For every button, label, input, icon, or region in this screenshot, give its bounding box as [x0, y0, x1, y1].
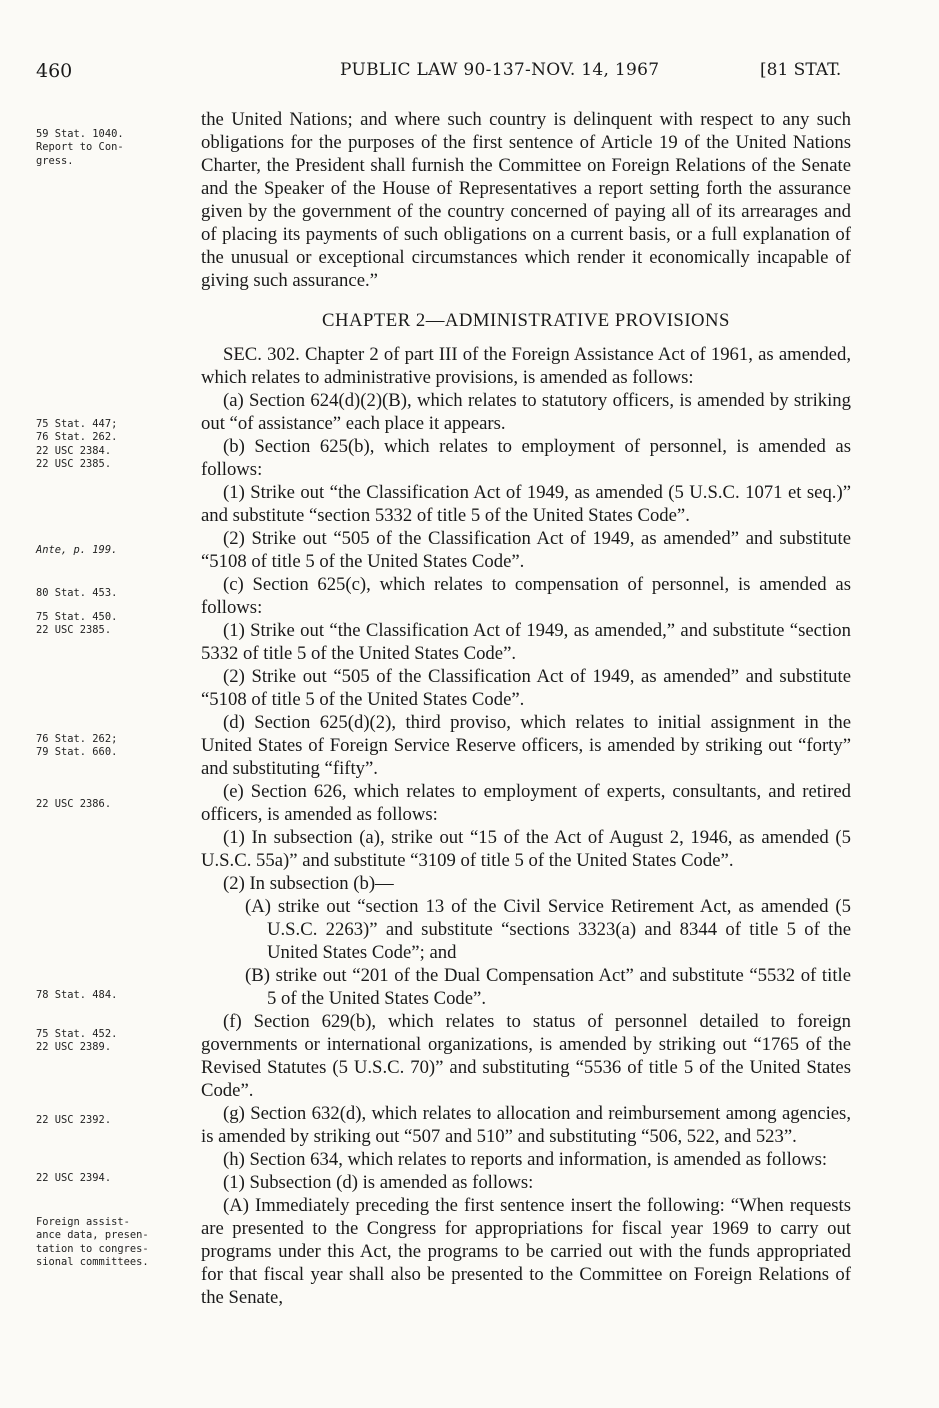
paragraph: the United Nations; and where such country is delinquent with respect to any such obligations for the purposes of the first sentence of Article 19 of the United Nations Charter, the President shall furnish the Committee on Foreign Relations of the Senate and the Speaker of the House of Representatives a report setting forth the assurance given by the government of the country concerned of paying all of its arrearages and of placing its payments of such obligations on a current basis, or a full explanation of the unusual or exceptional circumstances which render it economically incapable of giving such assurance.” [201, 109, 851, 291]
paragraph: (b) Section 625(b), which relates to employment of personnel, is amended as follows: [201, 436, 851, 480]
paragraph: (e) Section 626, which relates to employment of experts, consultants, and retired officers, is amended as follows: [201, 781, 851, 825]
paragraph: SEC. 302. Chapter 2 of part III of the Foreign Assistance Act of 1961, as amended, which relates to administrative provisions, is amended as follows: [201, 344, 851, 388]
margin-note: 22 USC 2392. [36, 1114, 112, 1126]
paragraph: (2) In subsection (b)— [223, 873, 394, 894]
margin-note: 75 Stat. 447; 76 Stat. 262. 22 USC 2384. 22 USC 2385. [36, 418, 118, 470]
paragraph: (h) Section 634, which relates to reports and information, is amended as follows: [223, 1149, 828, 1170]
running-title: PUBLIC LAW 90-137-NOV. 14, 1967 [340, 60, 660, 80]
margin-note: 76 Stat. 262; 79 Stat. 660. [36, 733, 118, 759]
paragraph: (c) Section 625(c), which relates to compensation of personnel, is amended as follows: [201, 574, 851, 618]
margin-note: 78 Stat. 484. [36, 989, 118, 1001]
paragraph: (a) Section 624(d)(2)(B), which relates to statutory officers, is amended by striking out “of assistance” each place it appears. [201, 390, 851, 434]
paragraph: (d) Section 625(d)(2), third proviso, which relates to initial assignment in the United States of Foreign Service Reserve officers, is amended by striking out “forty” and substituting “fifty”. [201, 712, 851, 779]
margin-note: 75 Stat. 450. 22 USC 2385. [36, 611, 118, 637]
statute-reference: [81 STAT. [760, 60, 842, 80]
paragraph: (1) Strike out “the Classification Act of 1949, as amended (5 U.S.C. 1071 et seq.)” and substitute “section 5332 of title 5 of the United States Code”. [201, 482, 851, 526]
paragraph: (B) strike out “201 of the Dual Compensation Act” and substitute “5532 of title 5 of the United States Code”. [245, 965, 851, 1009]
paragraph: (A) strike out “section 13 of the Civil Service Retirement Act, as amended (5 U.S.C. 2263)” and substitute “sections 3323(a) and 8344 of title 5 of the United States Code”; and [245, 896, 851, 963]
paragraph: (1) In subsection (a), strike out “15 of the Act of August 2, 1946, as amended (5 U.S.C. 55a)” and substitute “3109 of title 5 of the United States Code”. [201, 827, 851, 871]
margin-note: 22 USC 2386. [36, 798, 112, 810]
paragraph: (f) Section 629(b), which relates to status of personnel detailed to foreign governments or international organizations, is amended by striking out “1765 of the Revised Statutes (5 U.S.C. 70)” and substituting “5536 of title 5 of the United States Code”. [201, 1011, 851, 1101]
margin-note: 75 Stat. 452. 22 USC 2389. [36, 1028, 118, 1054]
statute-body [201, 108, 851, 1309]
margin-note: 59 Stat. 1040. Report to Con- gress. [36, 128, 124, 167]
margin-note: Foreign assist- ance data, presen- tation to congres- sional committees. [36, 1216, 149, 1268]
chapter-heading: CHAPTER 2—ADMINISTRATIVE PROVISIONS [322, 310, 730, 331]
paragraph: (g) Section 632(d), which relates to allocation and reimbursement among agencies, is amended by striking out “507 and 510” and substituting “506, 522, and 523”. [201, 1103, 851, 1147]
paragraph: (1) Strike out “the Classification Act of 1949, as amended,” and substitute “section 5332 of title 5 of the United States Code”. [201, 620, 851, 664]
margin-note: Ante, p. 199. [36, 544, 118, 556]
paragraph: (2) Strike out “505 of the Classification Act of 1949, as amended” and substitute “5108 of title 5 of the United States Code”. [201, 528, 851, 572]
page-number: 460 [36, 60, 73, 82]
page-header [0, 60, 939, 90]
paragraph: (A) Immediately preceding the first sentence insert the following: “When requests are presented to the Congress for appropriations for fiscal year 1969 to carry out programs under this Act, the programs to be carried out with the funds appropriated for that fiscal year shall also be presented to the Committee on Foreign Relations of the Senate, [201, 1195, 851, 1308]
paragraph: (1) Subsection (d) is amended as follows: [223, 1172, 534, 1193]
margin-note: 22 USC 2394. [36, 1172, 112, 1184]
paragraph: (2) Strike out “505 of the Classification Act of 1949, as amended” and substitute “5108 of title 5 of the United States Code”. [201, 666, 851, 710]
margin-note: 80 Stat. 453. [36, 587, 118, 599]
